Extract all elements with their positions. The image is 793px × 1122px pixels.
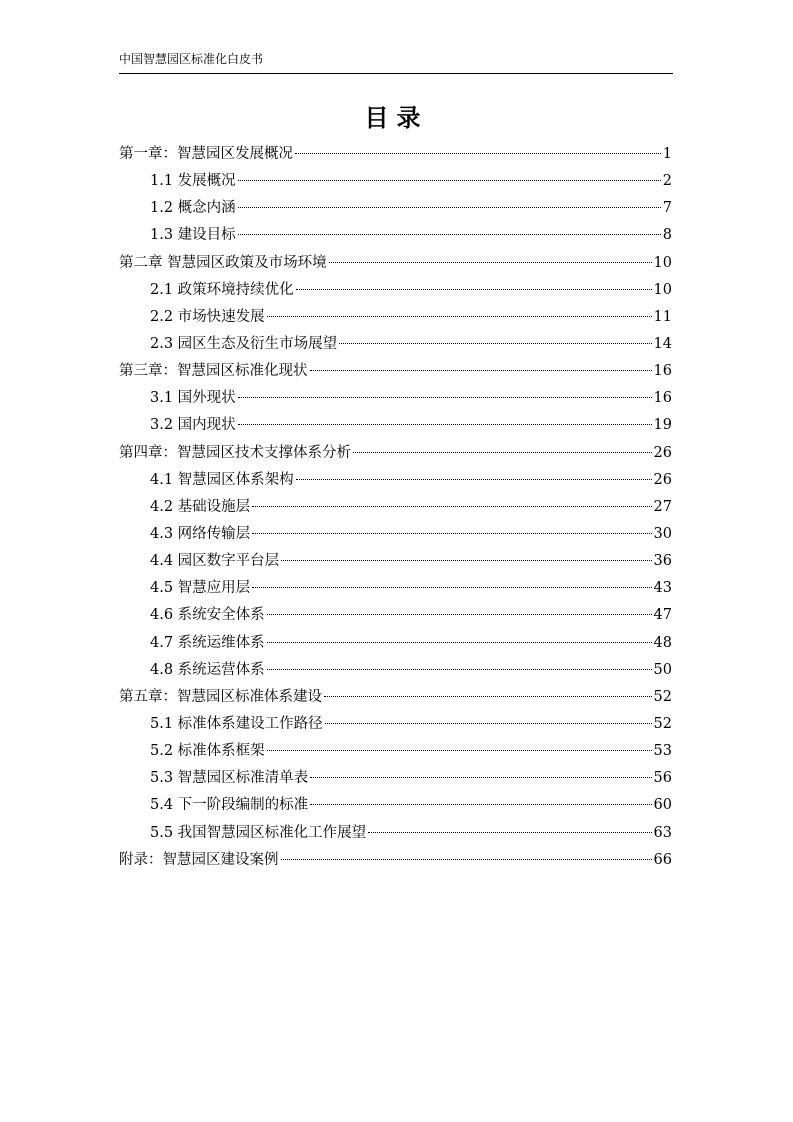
dot-leader: [296, 479, 652, 480]
toc-entry-page-number: 66: [653, 851, 672, 868]
toc-section-entry[interactable]: [119, 467, 672, 494]
dot-leader: [267, 316, 652, 317]
toc-entry-page-number: 36: [653, 553, 672, 570]
toc-entry-page-number: 10: [653, 254, 672, 271]
toc-section-entry[interactable]: [119, 792, 672, 819]
toc-entry-page-number: 16: [653, 390, 672, 407]
toc-section-entry[interactable]: [119, 602, 672, 629]
dot-leader: [238, 234, 661, 235]
toc-chapter-entry[interactable]: [119, 141, 672, 168]
dot-leader: [252, 506, 651, 507]
toc-entry-page-number: 27: [653, 498, 672, 515]
toc-section-entry[interactable]: [119, 412, 672, 439]
toc-entry-page-number: 43: [653, 580, 672, 597]
dot-leader: [267, 750, 652, 751]
toc-entry-page-number: 53: [653, 743, 672, 760]
toc-section-entry[interactable]: [119, 222, 672, 249]
toc-entry-label: 第一章：智慧园区发展概况: [119, 146, 293, 162]
dot-leader: [368, 832, 651, 833]
toc-section-entry[interactable]: [119, 521, 672, 548]
dot-leader: [281, 859, 652, 860]
toc-section-entry[interactable]: [119, 765, 672, 792]
dot-leader: [353, 452, 652, 453]
toc-chapter-entry[interactable]: [119, 440, 672, 467]
toc-entry-label: 4.5 智慧应用层: [150, 580, 251, 597]
toc-entry-label: 3.2 国内现状: [150, 417, 236, 434]
dot-leader: [252, 533, 651, 534]
toc-entry-page-number: 30: [653, 525, 672, 542]
toc-entry-page-number: 26: [653, 471, 672, 488]
toc-entry-label: 4.3 网络传输层: [150, 525, 251, 542]
dot-leader: [252, 587, 651, 588]
toc-entry-label: 4.4 园区数字平台层: [150, 553, 280, 570]
dot-leader: [310, 777, 651, 778]
toc-entry-page-number: 52: [653, 715, 672, 732]
toc-entry-page-number: 1: [662, 146, 672, 162]
toc-entry-page-number: 63: [653, 824, 672, 841]
dot-leader: [238, 397, 652, 398]
toc-entry-label: 4.8 系统运营体系: [150, 661, 265, 678]
dot-leader: [296, 289, 652, 290]
dot-leader: [238, 207, 661, 208]
toc-section-entry[interactable]: [119, 168, 672, 195]
toc-section-entry[interactable]: [119, 820, 672, 847]
toc-entry-label: 4.7 系统运维体系: [150, 634, 265, 651]
dot-leader: [238, 424, 652, 425]
dot-leader: [238, 180, 661, 181]
toc-section-entry[interactable]: [119, 630, 672, 657]
dot-leader: [267, 669, 652, 670]
dot-leader: [329, 262, 652, 263]
toc-entry-page-number: 56: [653, 770, 672, 787]
toc-entry-label: 2.2 市场快速发展: [150, 308, 265, 325]
toc-section-entry[interactable]: [119, 331, 672, 358]
toc-entry-page-number: 19: [653, 417, 672, 434]
dot-leader: [267, 642, 652, 643]
toc-entry-label: 3.1 国外现状: [150, 390, 236, 407]
toc-section-entry[interactable]: [119, 738, 672, 765]
toc-entry-label: 5.3 智慧园区标准清单表: [150, 770, 309, 787]
dot-leader: [281, 560, 651, 561]
toc-section-entry[interactable]: [119, 657, 672, 684]
toc-entry-page-number: 11: [653, 308, 672, 325]
toc-entry-page-number: 8: [662, 227, 672, 244]
toc-entry-label: 2.1 政策环境持续优化: [150, 281, 294, 298]
toc-entry-page-number: 26: [653, 444, 672, 461]
toc-section-entry[interactable]: [119, 548, 672, 575]
toc-entry-label: 第三章：智慧园区标准化现状: [119, 363, 308, 380]
toc-entry-label: 第五章：智慧园区标准体系建设: [119, 688, 322, 705]
toc-entry-label: 2.3 园区生态及衍生市场展望: [150, 335, 338, 352]
toc-entry-label: 4.1 智慧园区体系架构: [150, 471, 294, 488]
toc-entry-page-number: 7: [662, 200, 672, 217]
toc-title: 目录: [364, 103, 429, 132]
toc-chapter-entry[interactable]: [119, 250, 672, 277]
toc-entry-page-number: 47: [653, 607, 672, 624]
toc-entry-label: 1.3 建设目标: [150, 227, 236, 244]
toc-entry-page-number: 16: [653, 363, 672, 380]
toc-entry-label: 第二章 智慧园区政策及市场环境: [119, 254, 327, 271]
toc-entry-label: 5.5 我国智慧园区标准化工作展望: [150, 824, 367, 841]
toc-section-entry[interactable]: [119, 304, 672, 331]
header-rule: [119, 73, 673, 74]
toc-chapter-entry[interactable]: [119, 358, 672, 385]
dot-leader: [310, 804, 651, 805]
dot-leader: [339, 343, 651, 344]
dot-leader: [324, 696, 652, 697]
toc-entry-label: 1.1 发展概况: [150, 173, 236, 190]
toc-entry-page-number: 50: [653, 661, 672, 678]
toc-entry-label: 5.4 下一阶段编制的标准: [150, 797, 309, 814]
toc-entry-label: 附录：智慧园区建设案例: [119, 851, 279, 868]
dot-leader: [325, 723, 652, 724]
toc-entry-label: 1.2 概念内涵: [150, 200, 236, 217]
toc-section-entry[interactable]: [119, 494, 672, 521]
dot-leader: [267, 614, 652, 615]
toc-section-entry[interactable]: [119, 195, 672, 222]
toc-entry-label: 4.2 基础设施层: [150, 498, 251, 515]
toc-section-entry[interactable]: [119, 277, 672, 304]
toc-entry-page-number: 2: [662, 173, 672, 190]
toc-chapter-entry[interactable]: [119, 847, 672, 874]
toc-section-entry[interactable]: [119, 575, 672, 602]
toc-entry-label: 5.2 标准体系框架: [150, 743, 265, 760]
dot-leader: [295, 153, 661, 154]
table-of-contents: [119, 141, 672, 874]
toc-entry-page-number: 48: [653, 634, 672, 651]
toc-chapter-entry[interactable]: [119, 684, 672, 711]
toc-section-entry[interactable]: [119, 711, 672, 738]
toc-entry-page-number: 14: [653, 335, 672, 352]
toc-entry-label: 第四章：智慧园区技术支撑体系分析: [119, 444, 351, 461]
toc-entry-label: 4.6 系统安全体系: [150, 607, 265, 624]
toc-entry-label: 5.1 标准体系建设工作路径: [150, 715, 323, 732]
toc-section-entry[interactable]: [119, 385, 672, 412]
toc-entry-page-number: 52: [653, 688, 672, 705]
running-header: 中国智慧园区标准化白皮书: [119, 52, 264, 66]
toc-entry-page-number: 60: [653, 797, 672, 814]
dot-leader: [310, 370, 652, 371]
toc-entry-page-number: 10: [653, 281, 672, 298]
